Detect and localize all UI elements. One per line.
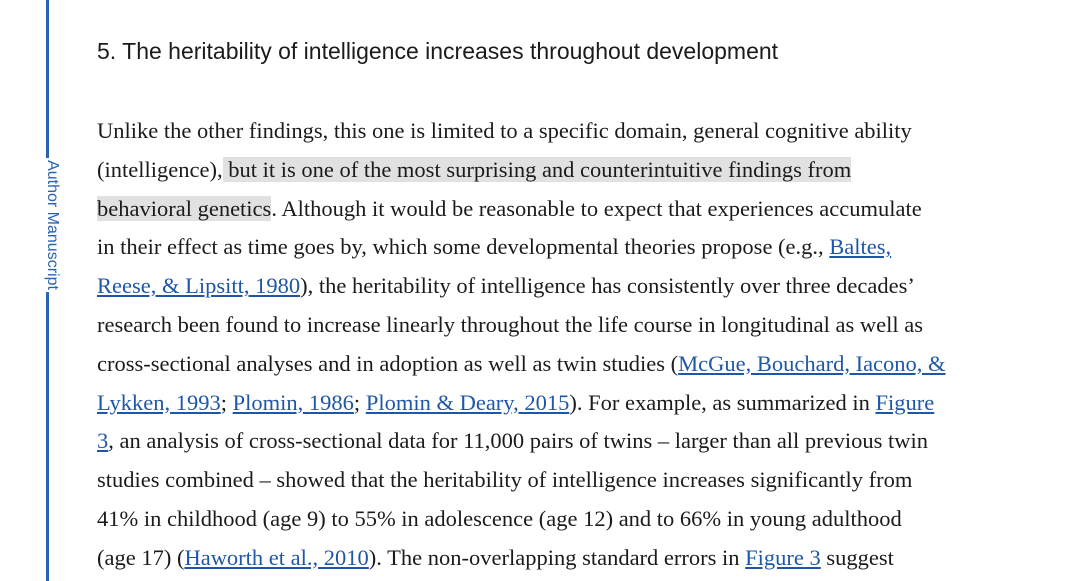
text-segment: studies combined – showed that the heritability of intelligence increases significantly from — [97, 467, 913, 493]
citation-link-plomin-deary[interactable]: Plomin & Deary, 2015 — [365, 389, 570, 415]
text-segment: (age 17) ( — [97, 544, 185, 570]
text-segment: in their effect as time goes by, which some developmental theories propose (e.g., — [97, 234, 830, 260]
highlighted-text: but it is one of the most surprising and counterintuitive findings from — [222, 156, 852, 182]
figure-link-2[interactable]: Figure 3 — [745, 544, 821, 570]
citation-link-mcgue-cont[interactable]: Lykken, 1993 — [97, 389, 221, 415]
paragraph-line-8 — [97, 384, 1057, 423]
text-segment: ). The non-overlapping standard errors in — [368, 544, 746, 570]
text-segment: suggest — [820, 544, 894, 570]
text-segment: ), the heritability of intelligence has consistently over three decades’ — [300, 273, 915, 299]
paragraph-line-10 — [97, 461, 1057, 500]
text-segment: , an analysis of cross-sectional data for 11,000 pairs of twins – larger than all previous twin — [108, 428, 929, 454]
paragraph-line-6 — [97, 306, 1057, 345]
figure-link-cont[interactable]: 3 — [97, 428, 109, 454]
paragraph-line-2 — [97, 151, 1057, 190]
citation-link-mcgue[interactable]: McGue, Bouchard, Iacono, & — [678, 350, 946, 376]
figure-link[interactable]: Figure — [875, 389, 935, 415]
citation-link-baltes-cont[interactable]: Reese, & Lipsitt, 1980 — [97, 273, 301, 299]
highlighted-text: behavioral genetics — [97, 195, 272, 221]
paragraph-line-1 — [97, 112, 1057, 151]
citation-link-haworth[interactable]: Haworth et al., 2010 — [184, 544, 369, 570]
text-segment: ; — [220, 389, 233, 415]
paragraph-line-9 — [97, 422, 1057, 461]
text-segment: cross-sectional analyses and in adoption as well as twin studies ( — [97, 350, 679, 376]
paragraph-line-5 — [97, 267, 1057, 306]
citation-link-plomin-1986[interactable]: Plomin, 1986 — [232, 389, 354, 415]
text-segment: . Although it would be reasonable to expect that experiences accumulate — [271, 195, 922, 221]
author-manuscript-label: Author Manuscript — [44, 160, 61, 290]
section-heading: 5. The heritability of intelligence increases throughout development — [97, 38, 779, 64]
paragraph-line-7 — [97, 345, 1057, 384]
paragraph-line-4 — [97, 228, 1057, 267]
text-segment: research been found to increase linearly throughout the life course in longitudinal as well as — [97, 311, 923, 337]
text-segment: ; — [353, 389, 366, 415]
paragraph-line-3 — [97, 190, 1057, 229]
paragraph-line-12 — [97, 539, 1057, 578]
citation-link-baltes[interactable]: Baltes, — [829, 234, 892, 260]
text-segment: (intelligence), — [97, 156, 223, 182]
text-segment: Unlike the other findings, this one is limited to a specific domain, general cognitive ability — [97, 118, 912, 143]
text-segment: ). For example, as summarized in — [569, 389, 876, 415]
body-paragraph — [97, 112, 1057, 578]
text-segment: 41% in childhood (age 9) to 55% in adolescence (age 12) and to 66% in young adulthood — [97, 505, 902, 531]
paragraph-line-11 — [97, 500, 1057, 539]
